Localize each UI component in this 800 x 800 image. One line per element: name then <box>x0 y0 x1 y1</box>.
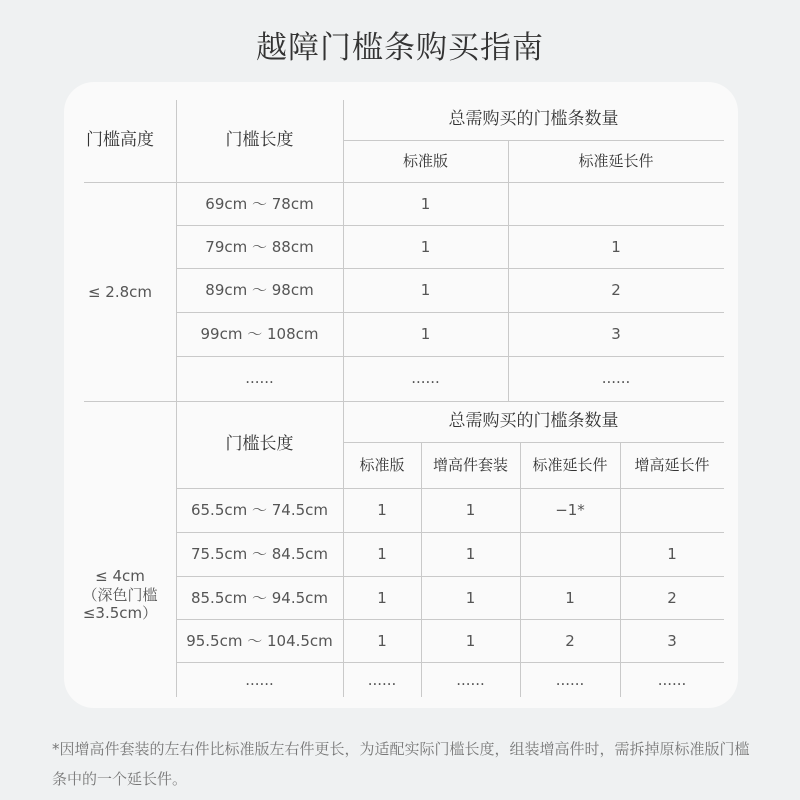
page-title: 越障门槛条购买指南 <box>256 30 544 66</box>
table1-row-standard: 1 <box>420 281 431 300</box>
table1-row-length: 69cm 〜 78cm <box>205 194 314 213</box>
table2-row-standard-extension: 2 <box>565 631 575 650</box>
table1-row-standard-extension: ...... <box>601 369 631 388</box>
table1-row-standard-extension: 3 <box>611 325 621 344</box>
table2-row-raised-extension: 2 <box>667 588 677 607</box>
quantity-header: 总需购买的门槛条数量 <box>448 109 619 130</box>
table2-row-standard-extension: ...... <box>555 670 585 689</box>
table2-row-raised-extension <box>620 489 724 532</box>
table1-row-standard-extension: 2 <box>611 281 621 300</box>
footnote: *因增高件套装的左右件比标准版左右件更长，为适配实际门槛长度，组装增高件时，需拆掉原标准版门槛条中的一个延长件。 <box>52 740 750 788</box>
table2-row-length: ...... <box>245 670 274 689</box>
table1-row-length: ...... <box>245 369 274 388</box>
table2-row-standard-extension: 1 <box>565 588 575 607</box>
table2-row-raised-extension: 3 <box>667 631 677 650</box>
height-header: 门槛高度 <box>86 130 154 151</box>
table2-row-standard: 1 <box>377 631 387 650</box>
table2-row-length: 65.5cm 〜 74.5cm <box>190 501 329 520</box>
subheader2-raised-extension: 增高延长件 <box>634 455 710 474</box>
subheader2-standard-extension: 标准延长件 <box>532 455 608 474</box>
table1-row-standard-extension <box>508 183 724 225</box>
height-value-2-line3: ≤3.5cm） <box>82 604 158 623</box>
table1-row-standard-extension: 1 <box>611 237 621 256</box>
grid-line <box>343 442 724 443</box>
subheader2-standard: 标准版 <box>359 455 405 474</box>
subheader-standard: 标准版 <box>402 151 448 170</box>
table2-row-length: 85.5cm 〜 94.5cm <box>190 588 329 607</box>
table1-row-standard: 1 <box>420 237 431 256</box>
grid-line <box>343 140 724 141</box>
height-value-1: ≤ 2.8cm <box>87 282 153 301</box>
table2-row-standard: ...... <box>367 670 397 689</box>
table2-row-length: 95.5cm 〜 104.5cm <box>186 631 333 650</box>
height-value-2 <box>64 489 176 701</box>
subheader2-raise-kit: 增高件套装 <box>432 455 508 474</box>
table2-row-raise-kit: ...... <box>456 670 485 689</box>
table2-row-standard-extension: −1* <box>555 501 585 520</box>
table1-row-length: 89cm 〜 98cm <box>205 281 314 300</box>
table2-row-raise-kit: 1 <box>465 631 476 650</box>
table2-row-length: 75.5cm 〜 84.5cm <box>190 545 329 564</box>
length-header: 门槛长度 <box>225 130 294 151</box>
table2-row-raise-kit: 1 <box>465 501 476 520</box>
table2-row-standard: 1 <box>377 545 387 564</box>
table2-row-raise-kit: 1 <box>465 545 476 564</box>
table1-row-standard: ...... <box>411 369 440 388</box>
table2-row-raised-extension: 1 <box>667 545 677 564</box>
grid-line <box>84 401 724 402</box>
table1-row-length: 79cm 〜 88cm <box>205 237 314 256</box>
table2-row-standard: 1 <box>377 588 387 607</box>
table1-row-standard: 1 <box>420 325 431 344</box>
table1-row-standard: 1 <box>420 194 431 213</box>
table1-row-length: 99cm 〜 108cm <box>200 325 319 344</box>
table2-row-raised-extension: ...... <box>657 670 687 689</box>
table2-row-standard-extension <box>520 533 620 576</box>
table2-row-raise-kit: 1 <box>465 588 476 607</box>
height-value-2-line2: （深色门槛 <box>82 585 158 604</box>
subheader-standard-extension: 标准延长件 <box>578 151 654 170</box>
height-value-2-line1: ≤ 4cm <box>95 566 145 585</box>
length-header-2: 门槛长度 <box>225 434 294 455</box>
quantity-header-2: 总需购买的门槛条数量 <box>448 411 619 432</box>
table2-row-standard: 1 <box>377 501 387 520</box>
guide-table-card <box>64 82 738 708</box>
